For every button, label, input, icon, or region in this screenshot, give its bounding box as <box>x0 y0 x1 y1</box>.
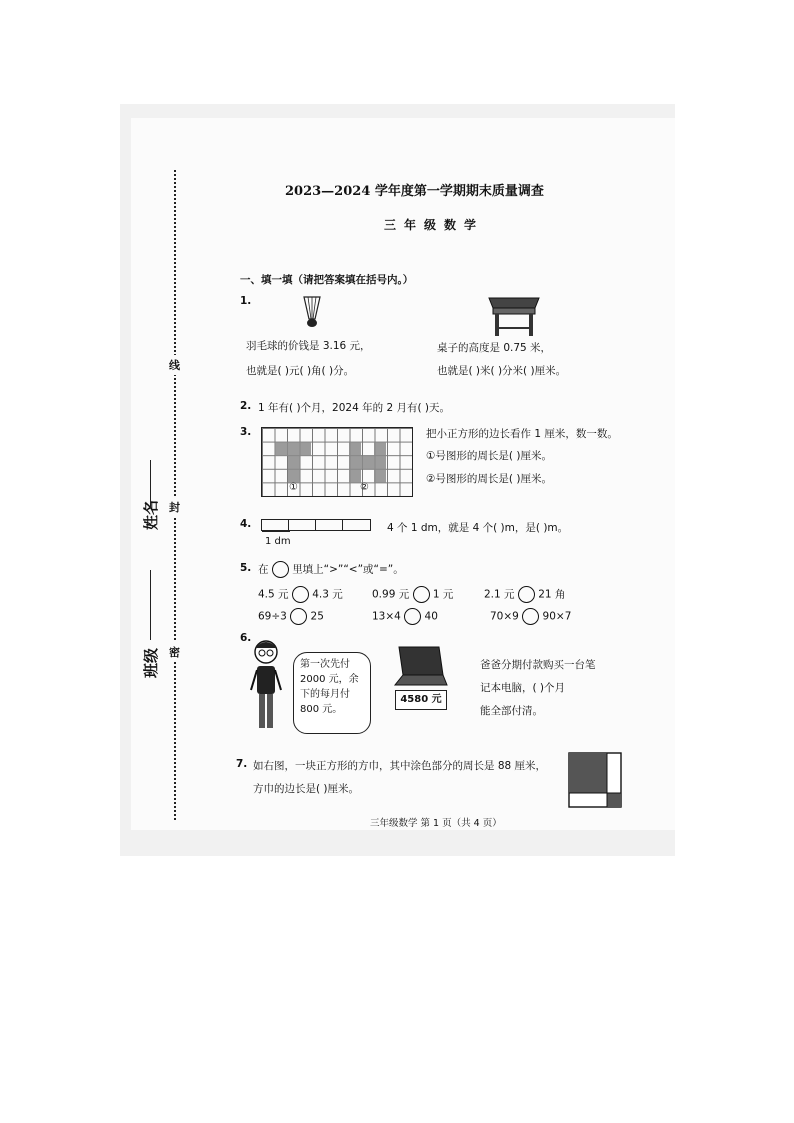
figure2-label: ② <box>360 482 369 493</box>
answer-circle[interactable] <box>404 608 421 625</box>
compare-right: 21 角 <box>538 588 566 601</box>
speech-bubble <box>293 652 371 734</box>
q5-intro-pre: 在 <box>258 563 269 576</box>
compare-right: 25 <box>310 610 324 623</box>
figure2-left <box>349 442 361 483</box>
square-scarf-figure <box>568 752 622 808</box>
exam-title: 2023—2024 学年度第一学期期末质量调查 <box>285 184 544 199</box>
speech-line: 下的每月付 <box>300 689 350 700</box>
answer-circle[interactable] <box>290 608 307 625</box>
figure1-label: ① <box>289 482 298 493</box>
q3-line3: ②号图形的周长是( )厘米。 <box>426 473 552 485</box>
q3-square-grid <box>261 427 413 497</box>
desk-icon <box>485 292 543 338</box>
compare-item <box>258 608 324 625</box>
q6-text-line1: 爸爸分期付款购买一台笔 <box>480 659 596 671</box>
boy-figure-icon <box>248 636 284 732</box>
exam-subtitle: 三年级数学 <box>384 218 485 232</box>
page-footer: 三年级数学 第 1 页（共 4 页） <box>370 818 502 829</box>
figure2-right <box>374 442 386 483</box>
speech-line: 第一次先付 <box>300 659 350 670</box>
q6-text-line3: 能全部付清。 <box>480 705 543 717</box>
q6-number: 6. <box>240 632 252 644</box>
compare-left: 13×4 <box>372 610 401 623</box>
binding-dotted-line <box>174 170 176 820</box>
laptop-icon <box>393 645 449 687</box>
compare-item <box>258 586 343 603</box>
figure2-middle <box>361 456 374 469</box>
compare-item <box>372 586 453 603</box>
dm-ruler <box>261 519 371 531</box>
q1-number: 1. <box>240 295 252 307</box>
q4-text: 4 个 1 dm，就是 4 个( )m，是( )m。 <box>387 522 569 534</box>
name-underline <box>150 460 151 508</box>
speech-line: 2000 元，余 <box>300 674 359 685</box>
compare-left: 4.5 元 <box>258 588 289 601</box>
name-label: 姓名 <box>142 499 160 530</box>
compare-left: 70×9 <box>490 610 519 623</box>
seal-char-secret: 密 <box>169 642 180 662</box>
q2-text: 1 年有( )个月，2024 年的 2 月有( )天。 <box>258 402 450 414</box>
shuttlecock-icon <box>300 295 324 329</box>
compare-item <box>484 586 565 603</box>
laptop-price-tag: 4580 元 <box>395 690 447 710</box>
q4-number: 4. <box>240 518 252 530</box>
q7-number: 7. <box>236 758 248 770</box>
compare-right: 4.3 元 <box>312 588 343 601</box>
compare-left: 69÷3 <box>258 610 287 623</box>
q5-intro-post: 里填上“>”“<”或“=”。 <box>292 563 404 576</box>
q7-line2: 方巾的边长是( )厘米。 <box>253 783 360 795</box>
q1-right-line1: 桌子的高度是 0.75 米， <box>437 342 552 354</box>
figure1-stem <box>288 456 300 483</box>
answer-circle[interactable] <box>413 586 430 603</box>
compare-item <box>372 608 438 625</box>
ruler-label: 1 dm <box>265 536 291 547</box>
speech-line: 800 元。 <box>300 704 343 715</box>
answer-circle[interactable] <box>522 608 539 625</box>
q5-intro <box>258 561 404 578</box>
q3-number: 3. <box>240 426 252 438</box>
section-heading: 一、填一填（请把答案填在括号内。） <box>240 274 414 286</box>
seal-char-line: 线 <box>169 355 180 375</box>
compare-circle <box>272 561 289 578</box>
q5-number: 5. <box>240 562 252 574</box>
compare-right: 40 <box>424 610 438 623</box>
compare-left: 2.1 元 <box>484 588 515 601</box>
class-label: 班级 <box>142 647 160 678</box>
q6-text-line2: 记本电脑，( )个月 <box>480 682 566 694</box>
q2-number: 2. <box>240 400 252 412</box>
ruler-bracket <box>262 531 290 532</box>
class-underline <box>150 570 151 640</box>
figure1-top <box>275 442 311 456</box>
compare-right: 90×7 <box>542 610 572 623</box>
seal-char-seal: 封 <box>169 497 180 517</box>
q1-left-line2: 也就是( )元( )角( )分。 <box>246 365 355 377</box>
q7-line1: 如右图，一块正方形的方巾，其中涂色部分的周长是 88 厘米， <box>253 760 547 772</box>
q3-line1: 把小正方形的边长看作 1 厘米，数一数。 <box>426 428 618 440</box>
q1-right-line2: 也就是( )米( )分米( )厘米。 <box>437 365 567 377</box>
compare-right: 1 元 <box>432 588 454 601</box>
q1-left-line1: 羽毛球的价钱是 3.16 元， <box>246 340 371 352</box>
q3-line2: ①号图形的周长是( )厘米。 <box>426 450 552 462</box>
answer-circle[interactable] <box>518 586 535 603</box>
answer-circle[interactable] <box>292 586 309 603</box>
compare-item <box>490 608 571 625</box>
compare-left: 0.99 元 <box>372 588 410 601</box>
